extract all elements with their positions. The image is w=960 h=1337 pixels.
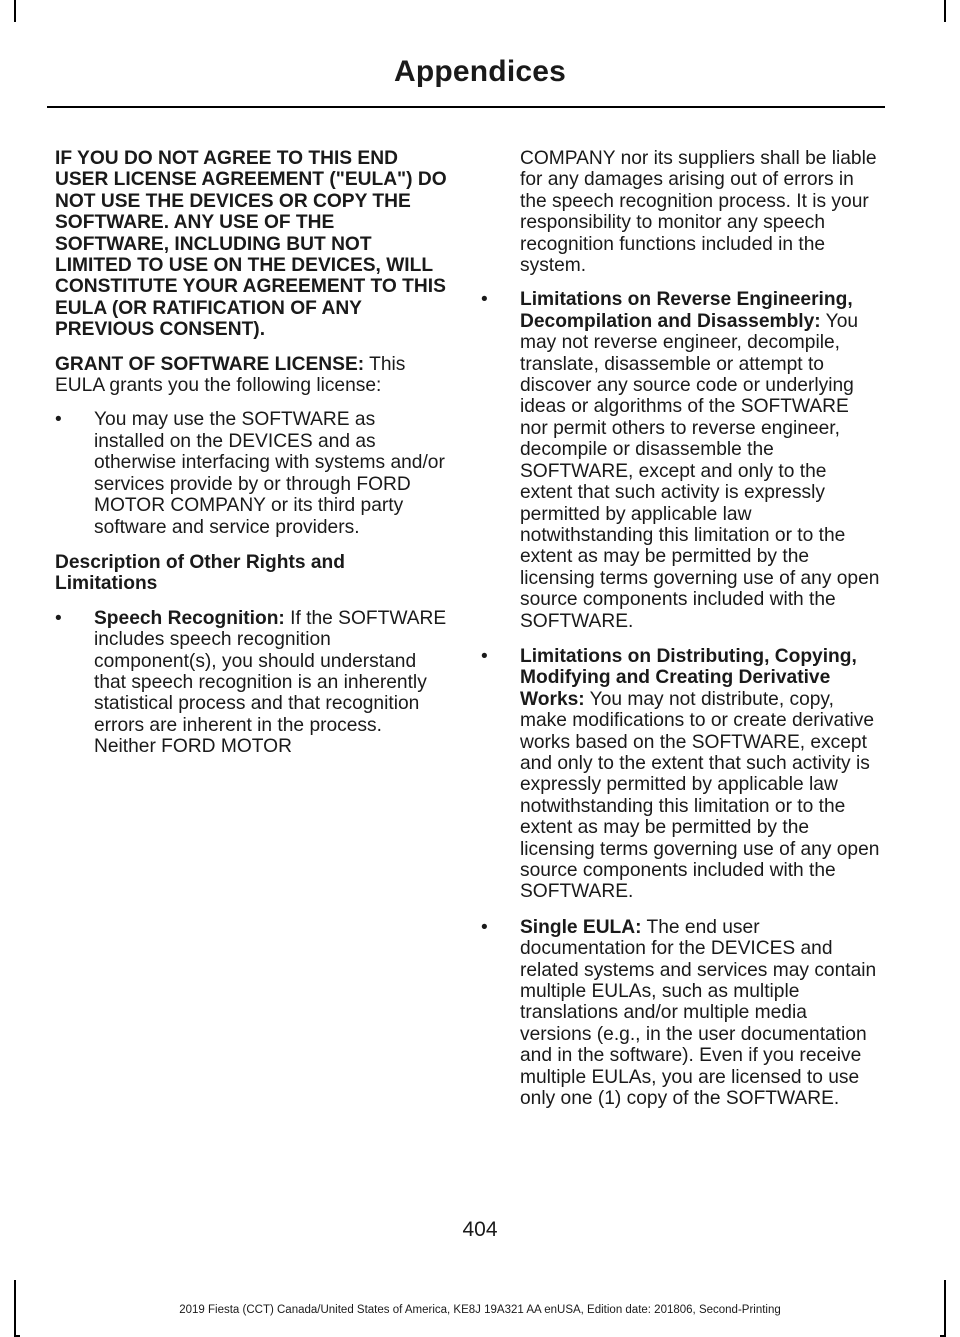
list-item <box>55 409 448 537</box>
right-column <box>481 148 881 1123</box>
page-number: 404 <box>462 1218 498 1241</box>
list-item-lead: Limitations on Distributing, Copying, Modifying and Creating Derivative Works: <box>520 645 857 710</box>
grant-lead: GRANT OF SOFTWARE LICENSE: <box>55 353 365 375</box>
list-item-text: You may not reverse engineer, decompile, translate, disassemble or attempt to discover any source code or underlying ideas or algorithms of the SOFTWARE nor permit others to reverse engineer, decompile or disassemble the SOFTWARE, except and only to the extent that such activity is expressly permitted by applicable law notwithstanding this limitation or to the extent as may be permitted by the licensing terms governing use of any open source components included with the SOFTWARE. <box>520 310 880 632</box>
list-item-lead: Limitations on Reverse Engineering, Decompilation and Disassembly: <box>520 289 853 332</box>
list-item-text: If the SOFTWARE includes speech recognition component(s), you should understand that speech recognition is an inherently statistical process and that recognition errors are inherent in the process. Neither FORD MOTOR <box>94 607 447 758</box>
bullet-icon: • <box>481 289 488 311</box>
crop-mark-top-right <box>944 0 946 22</box>
crop-mark-top-left <box>14 0 16 22</box>
list-item-lead: Speech Recognition: <box>94 607 285 629</box>
left-column <box>55 148 448 772</box>
list-item <box>481 289 881 632</box>
list-item <box>481 917 881 1110</box>
limitations-list <box>481 289 881 1109</box>
page-footer: 2019 Fiesta (CCT) Canada/United States of America, KE8J 19A321 AA enUSA, Edition date: 201806, Second-Printing <box>179 1304 781 1316</box>
bullet-icon: • <box>55 607 62 629</box>
bullet-icon: • <box>55 409 62 431</box>
bullet-icon: • <box>481 916 488 938</box>
continued-text: COMPANY nor its suppliers shall be liable for any damages arising out of errors in the speech recognition process. It is your responsibility to monitor any speech recognition functions included in the system. <box>520 148 877 277</box>
grant-paragraph <box>55 354 448 397</box>
eula-warning: IF YOU DO NOT AGREE TO THIS END USER LICENSE AGREEMENT ("EULA") DO NOT USE THE DEVICES OR COPY THE SOFTWARE. ANY USE OF THE SOFTWARE, INCLUDING BUT NOT LIMITED TO USE ON THE DEVICES, WILL CONSTITUTE YOUR AGREEMENT TO THIS EULA (OR RATIFICATION OF ANY PREVIOUS CONSENT). <box>55 148 447 341</box>
section-heading: Description of Other Rights and Limitations <box>55 551 345 595</box>
page-title: Appendices <box>393 55 567 88</box>
bullet-icon: • <box>481 645 488 667</box>
header-divider <box>47 106 885 108</box>
list-item-text: You may not distribute, copy, make modifications to or create derivative works based on the SOFTWARE, except and only to the extent that such activity is expressly permitted by applicable law notwithstanding this limitation or to the extent as may be permitted by the licensing terms governing use of any open source components included with the SOFTWARE. <box>520 688 880 903</box>
list-item <box>55 608 448 758</box>
grant-list <box>55 409 448 537</box>
grant-text: This EULA grants you the following license: <box>55 353 406 397</box>
list-item-lead: Single EULA: <box>520 916 642 938</box>
rights-list <box>55 608 448 758</box>
list-item-text: The end user documentation for the DEVICES and related systems and services may contain multiple EULAs, such as multiple translations and/or multiple media versions (e.g., in the user documentation and in the software). Even if you receive multiple EULAs, you are licensed to use only one (1) copy of the SOFTWARE. <box>520 916 877 1110</box>
list-item-text: You may use the SOFTWARE as installed on the DEVICES and as otherwise interfacing with systems and/or services provide by or through FORD MOTOR COMPANY or its third party software and service providers. <box>94 409 445 538</box>
list-item <box>481 646 881 903</box>
